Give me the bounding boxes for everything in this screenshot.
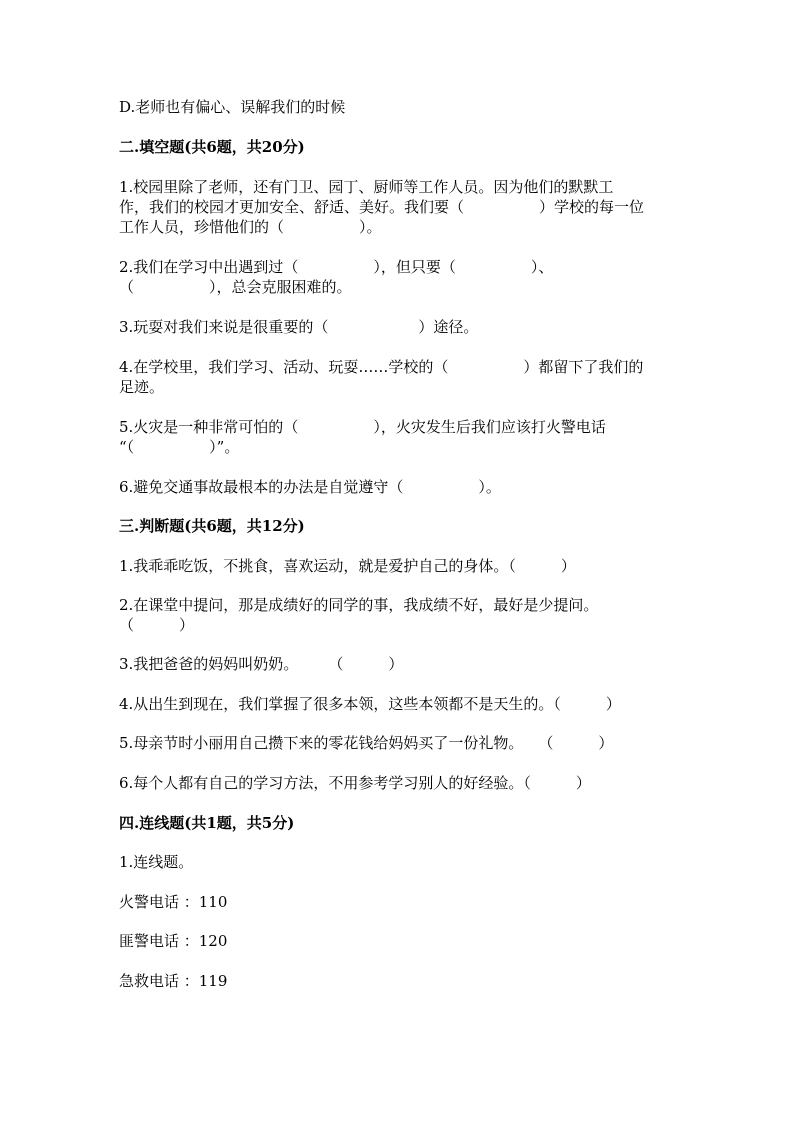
question-text: 2.我们在学习中出遇到过（ ），但只要（ ）、: [119, 258, 554, 276]
question-text: 6.避免交通事故最根本的办法是自觉遵守（ ）。: [119, 478, 501, 496]
question-text: 1.连线题。: [119, 853, 194, 871]
section-heading-fill-blank: 二.填空题(共6题，共20分): [119, 138, 305, 156]
question-text: 2.在课堂中提问，那是成绩好的同学的事，我成绩不好，最好是少提问。: [119, 596, 599, 614]
question-text: （ ），总会克服困难的。: [119, 278, 352, 296]
question-text: 工作人员，珍惜他们的（ ）。: [119, 218, 382, 236]
matching-item: 火警电话 ：110: [119, 893, 228, 911]
question-text: “（ ）”。: [119, 438, 240, 456]
section-heading-matching: 四.连线题(共1题，共5分): [119, 814, 295, 832]
option-d: D.老师也有偏心、误解我们的时候: [119, 98, 346, 116]
matching-item: 急救电话 ：119: [119, 972, 228, 990]
question-text: 5.火灾是一种非常可怕的（ ），火灾发生后我们应该打火警电话: [119, 418, 606, 436]
question-text: 4.在学校里，我们学习、活动、玩耍……学校的（ ）都留下了我们的: [119, 358, 644, 376]
question-text: 4.从出生到现在，我们掌握了很多本领，这些本领都不是天生的。（ ）: [119, 695, 621, 713]
question-text: （ ）: [119, 616, 195, 634]
question-text: 3.我把爸爸的妈妈叫奶奶。 （ ）: [119, 655, 404, 673]
question-text: 1.校园里除了老师，还有门卫、园丁、厨师等工作人员。因为他们的默默工: [119, 178, 614, 196]
question-text: 3.玩耍对我们来说是很重要的（ ）途径。: [119, 318, 479, 336]
section-heading-judgment: 三.判断题(共6题，共12分): [119, 517, 305, 535]
question-text: 1.我乖乖吃饭，不挑食，喜欢运动，就是爱护自己的身体。（ ）: [119, 557, 576, 575]
matching-item: 匪警电话 ：120: [119, 932, 228, 950]
question-text: 作，我们的校园才更加安全、舒适、美好。我们要（ ）学校的每一位: [119, 198, 645, 216]
question-text: 足迹。: [119, 378, 165, 396]
question-text: 5.母亲节时小丽用自己攒下来的零花钱给妈妈买了一份礼物。 （ ）: [119, 734, 614, 752]
question-text: 6.每个人都有自己的学习方法，不用参考学习别人的好经验。（ ）: [119, 774, 591, 792]
